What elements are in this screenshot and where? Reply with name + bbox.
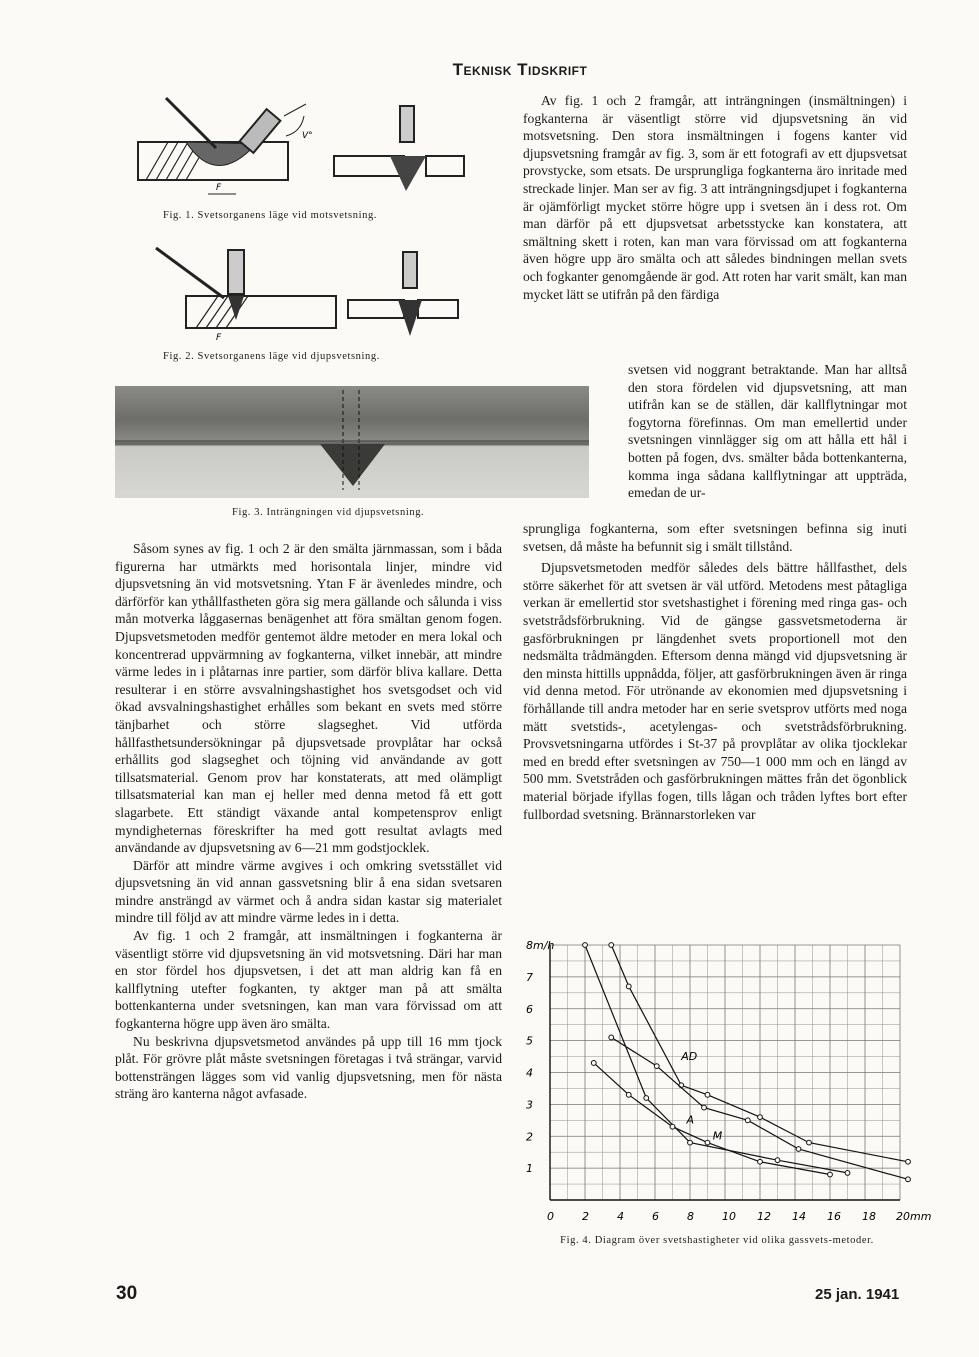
- data-point: [591, 1061, 596, 1066]
- data-point: [654, 1064, 659, 1069]
- right-column-bottom: [523, 520, 907, 823]
- fig1-angle-label: V°: [302, 131, 313, 141]
- data-point: [807, 1140, 812, 1145]
- fig2-f-label: F: [216, 333, 222, 343]
- left-column: [115, 540, 502, 1103]
- data-point: [758, 1159, 763, 1164]
- x-tick-label: 16: [827, 1210, 841, 1223]
- fig2-plate: [186, 296, 336, 328]
- x-tick-label: 2: [582, 1210, 589, 1223]
- paragraph: Nu beskrivna djupsvetsmetod användes på upp till 16 mm tjock plåt. För grövre plåt måste svetsningen företagas i två strängar, varvid bottensträngen lägges som vid vanlig djupsvetsning, men för nästa sträng äro kanterna något avfasade.: [115, 1033, 502, 1102]
- series-line: [594, 1063, 830, 1175]
- data-point: [644, 1096, 649, 1101]
- issue-date: 25 jan. 1941: [815, 1286, 900, 1303]
- paragraph: Av fig. 1 och 2 framgår, att inträngningen (insmältningen) i fogkanterna är väsentligt större vid djupsvetsning än vid motsvetsning. Den stora insmältningen i fogens kanter vid djupsvetsning framgår av fig. 3, som är ett fotografi av ett djupsvetsat provstycke, som etsats. De ursprungliga fogkanterna äro inritade med streckade linjer. Man ser av fig. 3 att inträngningsdjupet i fogkanterna är ojämförligt mycket större högre upp i svetsen än i dess rot. Om man därför på ett djupsvetsat arbetsstycke kan konstatera, att smältning skett i roten, kan man vara förvissad om att fogkanterna även högre upp äro smälta och att således bindningen mellan svets och fogkanter genomgående är god. Att roten har varit smält, kan man mycket lätt se utifrån på den färdiga: [523, 93, 907, 302]
- fig3-photo: [115, 386, 589, 498]
- series-label: M: [712, 1129, 723, 1143]
- paragraph: Därför att mindre värme avgives i och omkring svetsstället vid djupsvetsning än vid annan gassvetsning blir å ena sidan svetsaren mindre ansträngd av värmet och å andra sidan kastar sig materialet mindre till följd av att mindre värme ledes in i detta.: [115, 857, 502, 926]
- paragraph: Djupsvetsmetoden medför således dels bättre hållfasthet, dels större säkerhet för att svetsen är väl utförd. Metodens mest påtagliga verkan är emellertid stor svetshastighet i förening med ringa gas- och svetstrådsförbrukning. Vid de gängse gassvetsmetoderna är gasförbrukningen pr längdenhet svets proportionell mot den nedsmälta trådmängden. Eftersom denna mängd vid djupsvetsning är den minsta hittills uppnådda, följer, att gasförbrukningen även är ringa vid denna metod. För utrönande av ekonomien med djupsvetsning i förhållande till andra metoder har en serie svetsprov utförts med noga mätt svetstids-, acetylengas- och svetstrådsförbrukning. Provsvetsningarna utfördes i St-37 på provplåtar av olika tjocklekar med en bredd efter svetsningen av 750—1 000 mm och en längd av 500 mm. Svetstråden och gasförbrukningen mättes från det ögonblick material började ifyllas fogen, tills lågan och tråden lyftes bort efter fullbordad svetsning. Brännarstorleken var: [523, 560, 907, 822]
- data-point: [705, 1140, 710, 1145]
- x-tick-label: 0: [547, 1210, 554, 1223]
- data-point: [583, 943, 588, 948]
- paragraph: Av fig. 1 och 2 framgår, att insmältningen i fogkanterna är väsentligt större vid djupsvetsning än vid motsvetsning. Däri har man en stor fördel hos djupsvetsen, i det att man aldrig kan få en kallflytning utefter fogkanten, ty aktger man på att smälta bottenkanterna under svetsningen, kan man vara förvissad om att fogkanterna högre upp även äro smälta.: [115, 928, 502, 1032]
- right-column-wrap: [628, 361, 907, 502]
- data-point: [758, 1115, 763, 1120]
- x-tick-label: 14: [792, 1210, 806, 1223]
- fig2-section-left: [348, 300, 404, 318]
- page-number: 30: [116, 1283, 138, 1304]
- data-point: [828, 1172, 833, 1177]
- fig1-drawing: [136, 96, 466, 208]
- data-point: [906, 1177, 911, 1182]
- fig3-caption: Fig. 3. Inträngningen vid djupsvetsning.: [232, 507, 425, 518]
- fig2-section-right: [418, 300, 458, 318]
- x-tick-label: 6: [652, 1210, 659, 1223]
- y-tick-label: 6: [526, 1002, 533, 1016]
- right-column-top: [523, 92, 907, 303]
- y-tick-label: 8m/h: [526, 939, 555, 952]
- data-point: [702, 1105, 707, 1110]
- x-tick-label: 18: [862, 1210, 876, 1223]
- fig2-section-torch: [403, 252, 417, 288]
- data-point: [609, 943, 614, 948]
- x-tick-label: 12: [757, 1210, 771, 1223]
- journal-title: Teknisk Tidskrift: [452, 60, 588, 79]
- x-tick-label: 4: [617, 1210, 624, 1223]
- fig4-chart: [520, 935, 932, 1230]
- fig4-caption: Fig. 4. Diagram över svetshastigheter vid olika gassvets-metoder.: [560, 1235, 874, 1246]
- data-point: [775, 1158, 780, 1163]
- data-point: [906, 1159, 911, 1164]
- data-point: [745, 1118, 750, 1123]
- data-point: [688, 1140, 693, 1145]
- data-point: [626, 984, 631, 989]
- data-point: [705, 1092, 710, 1097]
- paragraph: Såsom synes av fig. 1 och 2 är den smälta järnmassan, som i båda figurerna har utmärkts med horisontala linjer, mindre vid djupsvetsning än vid motsvetsning. Ytan F är ävenledes mindre, och därförför kan ythållfastheten göra sig mera gällande och sålunda i viss mån motverka låggasernas benägenhet att föra smältan genom fogen. Djupsvetsmetoden medför gentemot äldre metoder en mera lokal och koncentrerad uppvärmning av fogkanterna, vilket innebär, att mindre värme ledes in i plåtarnas inre partier, som därför bliva kallare. Detta resulterar i en större avsvalningshastighet hos svetsgodset och vid ökad avsvalningshastighet erhålles som bekant en svets med större tänjbarhet och större slagseghet. Vid utförda hållfasthetsundersökningar på djupsvetsade provplåtar har också erhållits god slagseghet och töjning vid användande av gott tillsatsmaterial. Genom prov har konstaterats, att med olämpligt tillsatsmaterial kan man ej heller med denna metod få ett gott slagarbete. Ett ständigt växande antal kompetensprov enligt myndigheternas föreskrifter ha med gott resultat avlagts med användande av djupsvetsning av 6—21 mm godstjocklek.: [115, 541, 502, 856]
- x-tick-label: 20mm: [896, 1210, 932, 1223]
- fig2-caption: Fig. 2. Svetsorganens läge vid djupsvetsning.: [163, 351, 380, 362]
- x-tick-label: 8: [687, 1210, 694, 1223]
- fig1-section-weld: [390, 156, 426, 191]
- series-label: A: [686, 1113, 695, 1127]
- fig1-section-torch: [400, 106, 414, 142]
- y-tick-label: 1: [526, 1162, 533, 1176]
- fig1-torch: [240, 109, 281, 153]
- y-tick-label: 2: [526, 1130, 533, 1144]
- fig1-rod: [166, 98, 216, 148]
- fig2-drawing: [136, 240, 466, 350]
- fig1-section-right: [426, 156, 464, 176]
- x-tick-label: 10: [722, 1210, 736, 1223]
- data-point: [845, 1171, 850, 1176]
- data-point: [626, 1092, 631, 1097]
- paragraph: svetsen vid noggrant betraktande. Man har alltså den stora fördelen vid djupsvetsning, att man utifrån kan se de ställen, där kallflytningar mot fogytorna förefinnas. Om man emellertid under svetsningen vinnlägger sig om att hålla ett hål i botten på fogen, dvs. smälter båda bottenkanterna, komma inga sådana kallflytningar att uppträda, emedan de ur-: [628, 362, 907, 501]
- data-point: [670, 1124, 675, 1129]
- data-point: [796, 1147, 801, 1152]
- series-label: AD: [681, 1049, 698, 1063]
- y-tick-label: 3: [526, 1098, 533, 1112]
- y-tick-label: 7: [526, 970, 533, 984]
- fig3-photo-detail: [115, 386, 589, 498]
- fig2-torch: [228, 250, 244, 294]
- fig2-rod: [156, 248, 224, 298]
- data-point: [609, 1035, 614, 1040]
- y-tick-label: 5: [526, 1034, 533, 1048]
- fig1-f-label: F: [216, 183, 222, 193]
- y-tick-label: 4: [526, 1066, 533, 1080]
- paragraph: sprungliga fogkanterna, som efter svetsningen befinna sig inuti svetsen, då måste ha befunnit sig i smält tillstånd.: [523, 521, 907, 554]
- fig1-caption: Fig. 1. Svetsorganens läge vid motsvetsning.: [163, 210, 378, 221]
